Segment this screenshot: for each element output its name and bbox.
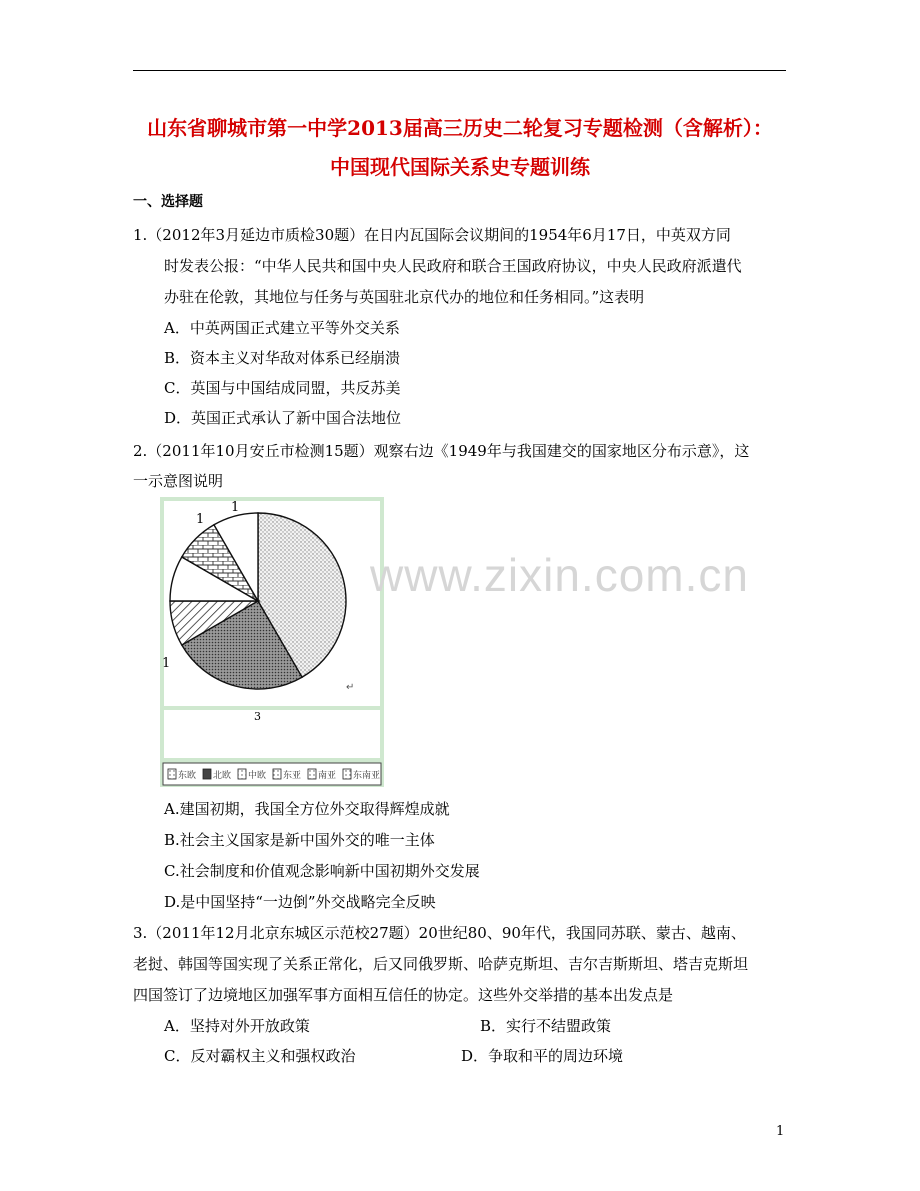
chart-lower-area <box>164 710 380 758</box>
q3-option-d: D．争取和平的周边环境 <box>461 1047 624 1065</box>
legend-label-6: 东南亚 <box>353 771 381 781</box>
legend-label-4: 东亚 <box>283 771 302 781</box>
q2-option-d: D.是中国坚持“一边倒”外交战略完全反映 <box>164 893 436 911</box>
q1-option-a: A．中英两国正式建立平等外交关系 <box>164 319 400 337</box>
q1-option-c: C．英国与中国结成同盟，共反苏美 <box>164 379 401 397</box>
q1-stem-line2: 时发表公报：“中华人民共和国中央人民政府和联合王国政府协议，中央人民政府派遣代 <box>164 257 742 275</box>
legend-label-3: 中欧 <box>248 771 267 781</box>
q2-option-c: C.社会制度和价值观念影响新中国初期外交发展 <box>164 862 480 880</box>
legend-label-1: 东欧 <box>178 771 197 781</box>
legend-swatch-4 <box>273 769 281 779</box>
slice-label-central-europe: 1 <box>162 656 171 671</box>
pie-chart <box>160 497 384 787</box>
q1-stem-line3: 办驻在伦敦，其地位与任务与英国驻北京代办的地位和任务相同。”这表明 <box>164 288 645 306</box>
legend-swatch-5 <box>308 769 316 779</box>
section-heading: 一、选择题 <box>133 194 203 210</box>
q2-stem-line2: 一示意图说明 <box>133 472 224 490</box>
q3-stem-line3: 四国签订了边境地区加强军事方面相互信任的协定。这些外交举措的基本出发点是 <box>133 986 674 1004</box>
q3-stem-line2: 老挝、韩国等国实现了关系正常化，后又同俄罗斯、哈萨克斯坦、吉尔吉斯斯坦、塔吉克斯坦 <box>133 955 749 973</box>
q3-option-a: A．坚持对外开放政策 <box>164 1017 310 1035</box>
q2-option-a: A.建国初期，我国全方位外交取得辉煌成就 <box>164 800 450 818</box>
legend-label-2: 北欧 <box>213 771 232 781</box>
legend-label-5: 南亚 <box>318 771 337 781</box>
q2-stem-line1: 2.（2011年10月安丘市检测15题）观察右边《1949年与我国建交的国家地区分布示意》，这 <box>133 442 750 460</box>
return-mark: ↵ <box>346 682 355 693</box>
q2-option-b: B.社会主义国家是新中国外交的唯一主体 <box>164 831 435 849</box>
legend-swatch-1 <box>168 769 176 779</box>
q1-option-d: D．英国正式承认了新中国合法地位 <box>164 409 402 427</box>
document-title-line1: 山东省聊城市第一中学2013届高三历史二轮复习专题检测（含解析）： <box>147 116 773 140</box>
watermark-text: www.zixin.com.cn <box>370 549 749 601</box>
slice-label-southeast-asia: 1 <box>231 500 240 515</box>
q3-option-b: B．实行不结盟政策 <box>480 1017 612 1035</box>
legend-swatch-6 <box>343 769 351 779</box>
q1-stem-line1: 1.（2012年3月延边市质检30题）在日内瓦国际会议期间的1954年6月17日，中英双方同 <box>133 226 731 244</box>
page-number: 1 <box>776 1124 785 1139</box>
legend-swatch-2 <box>203 769 211 779</box>
q3-stem-line1: 3.（2011年12月北京东城区示范校27题）20世纪80、90年代，我国同苏联、蒙古、越南、 <box>133 924 746 942</box>
slice-label-east-asia: 1 <box>196 512 205 527</box>
legend-swatch-3 <box>238 769 246 779</box>
q3-option-c: C．反对霸权主义和强权政治 <box>164 1047 356 1065</box>
top-rule <box>133 70 786 71</box>
slice-label-northern-europe: 3 <box>254 710 261 723</box>
document-title-line2: 中国现代国际关系史专题训练 <box>330 155 590 179</box>
q1-option-b: B．资本主义对华敌对体系已经崩溃 <box>164 349 401 367</box>
